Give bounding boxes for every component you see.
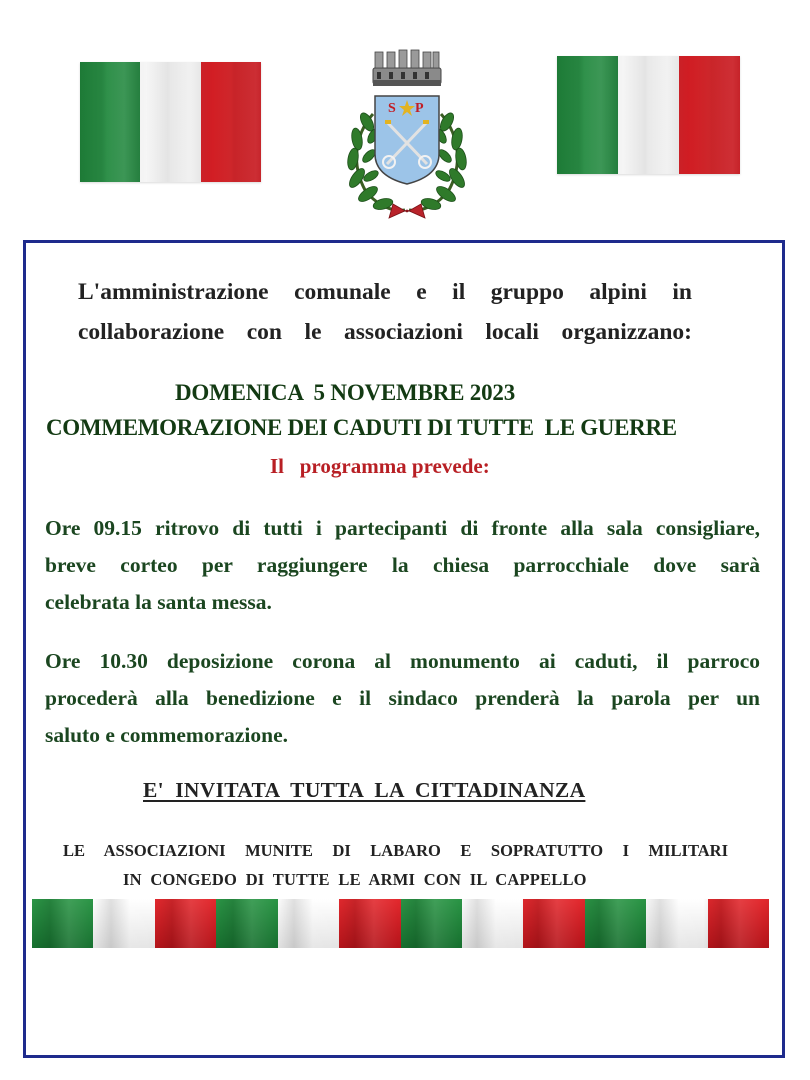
event-date: DOMENICA 5 NOVEMBRE 2023 xyxy=(175,380,516,405)
schedule-item-1030 xyxy=(45,643,760,754)
schedule-line: celebrata la santa messa. xyxy=(45,590,272,614)
schedule-item-0915 xyxy=(45,510,760,621)
intro-line-1: L'amministrazione comunale e il gruppo alpini in xyxy=(78,279,692,305)
coat-of-arms-icon xyxy=(333,44,481,222)
italian-flag-ribbon xyxy=(32,899,769,948)
schedule-line: Ore 09.15 ritrovo di tutti i partecipanti di fronte alla sala consigliare, xyxy=(45,516,760,540)
italian-flag-right xyxy=(557,56,740,174)
program-title: Il programma prevede: xyxy=(270,454,490,478)
schedule-line: procederà alla benedizione e il sindaco prenderà la parola per un xyxy=(45,686,760,710)
schedule-line: saluto e commemorazione. xyxy=(45,723,288,747)
schedule-line: breve corteo per raggiungere la chiesa parrocchiale dove sarà xyxy=(45,553,760,577)
schedule-line: Ore 10.30 deposizione corona al monumento ai caduti, il parroco xyxy=(45,649,760,673)
associations-line-1: LE ASSOCIAZIONI MUNITE DI LABARO E SOPRATUTTO I MILITARI xyxy=(63,841,728,860)
event-headline: COMMEMORAZIONE DEI CADUTI DI TUTTE LE GUERRE xyxy=(46,415,677,440)
svg-text:S: S xyxy=(388,101,396,116)
invitation-text: E' INVITATA TUTTA LA CITTADINANZA xyxy=(143,778,586,802)
intro-line-2: collaborazione con le associazioni locali organizzano: xyxy=(78,319,692,345)
associations-line-2: IN CONGEDO DI TUTTE LE ARMI CON IL CAPPELLO xyxy=(123,870,587,889)
italian-flag-left xyxy=(80,62,261,182)
svg-text:P: P xyxy=(415,101,424,116)
